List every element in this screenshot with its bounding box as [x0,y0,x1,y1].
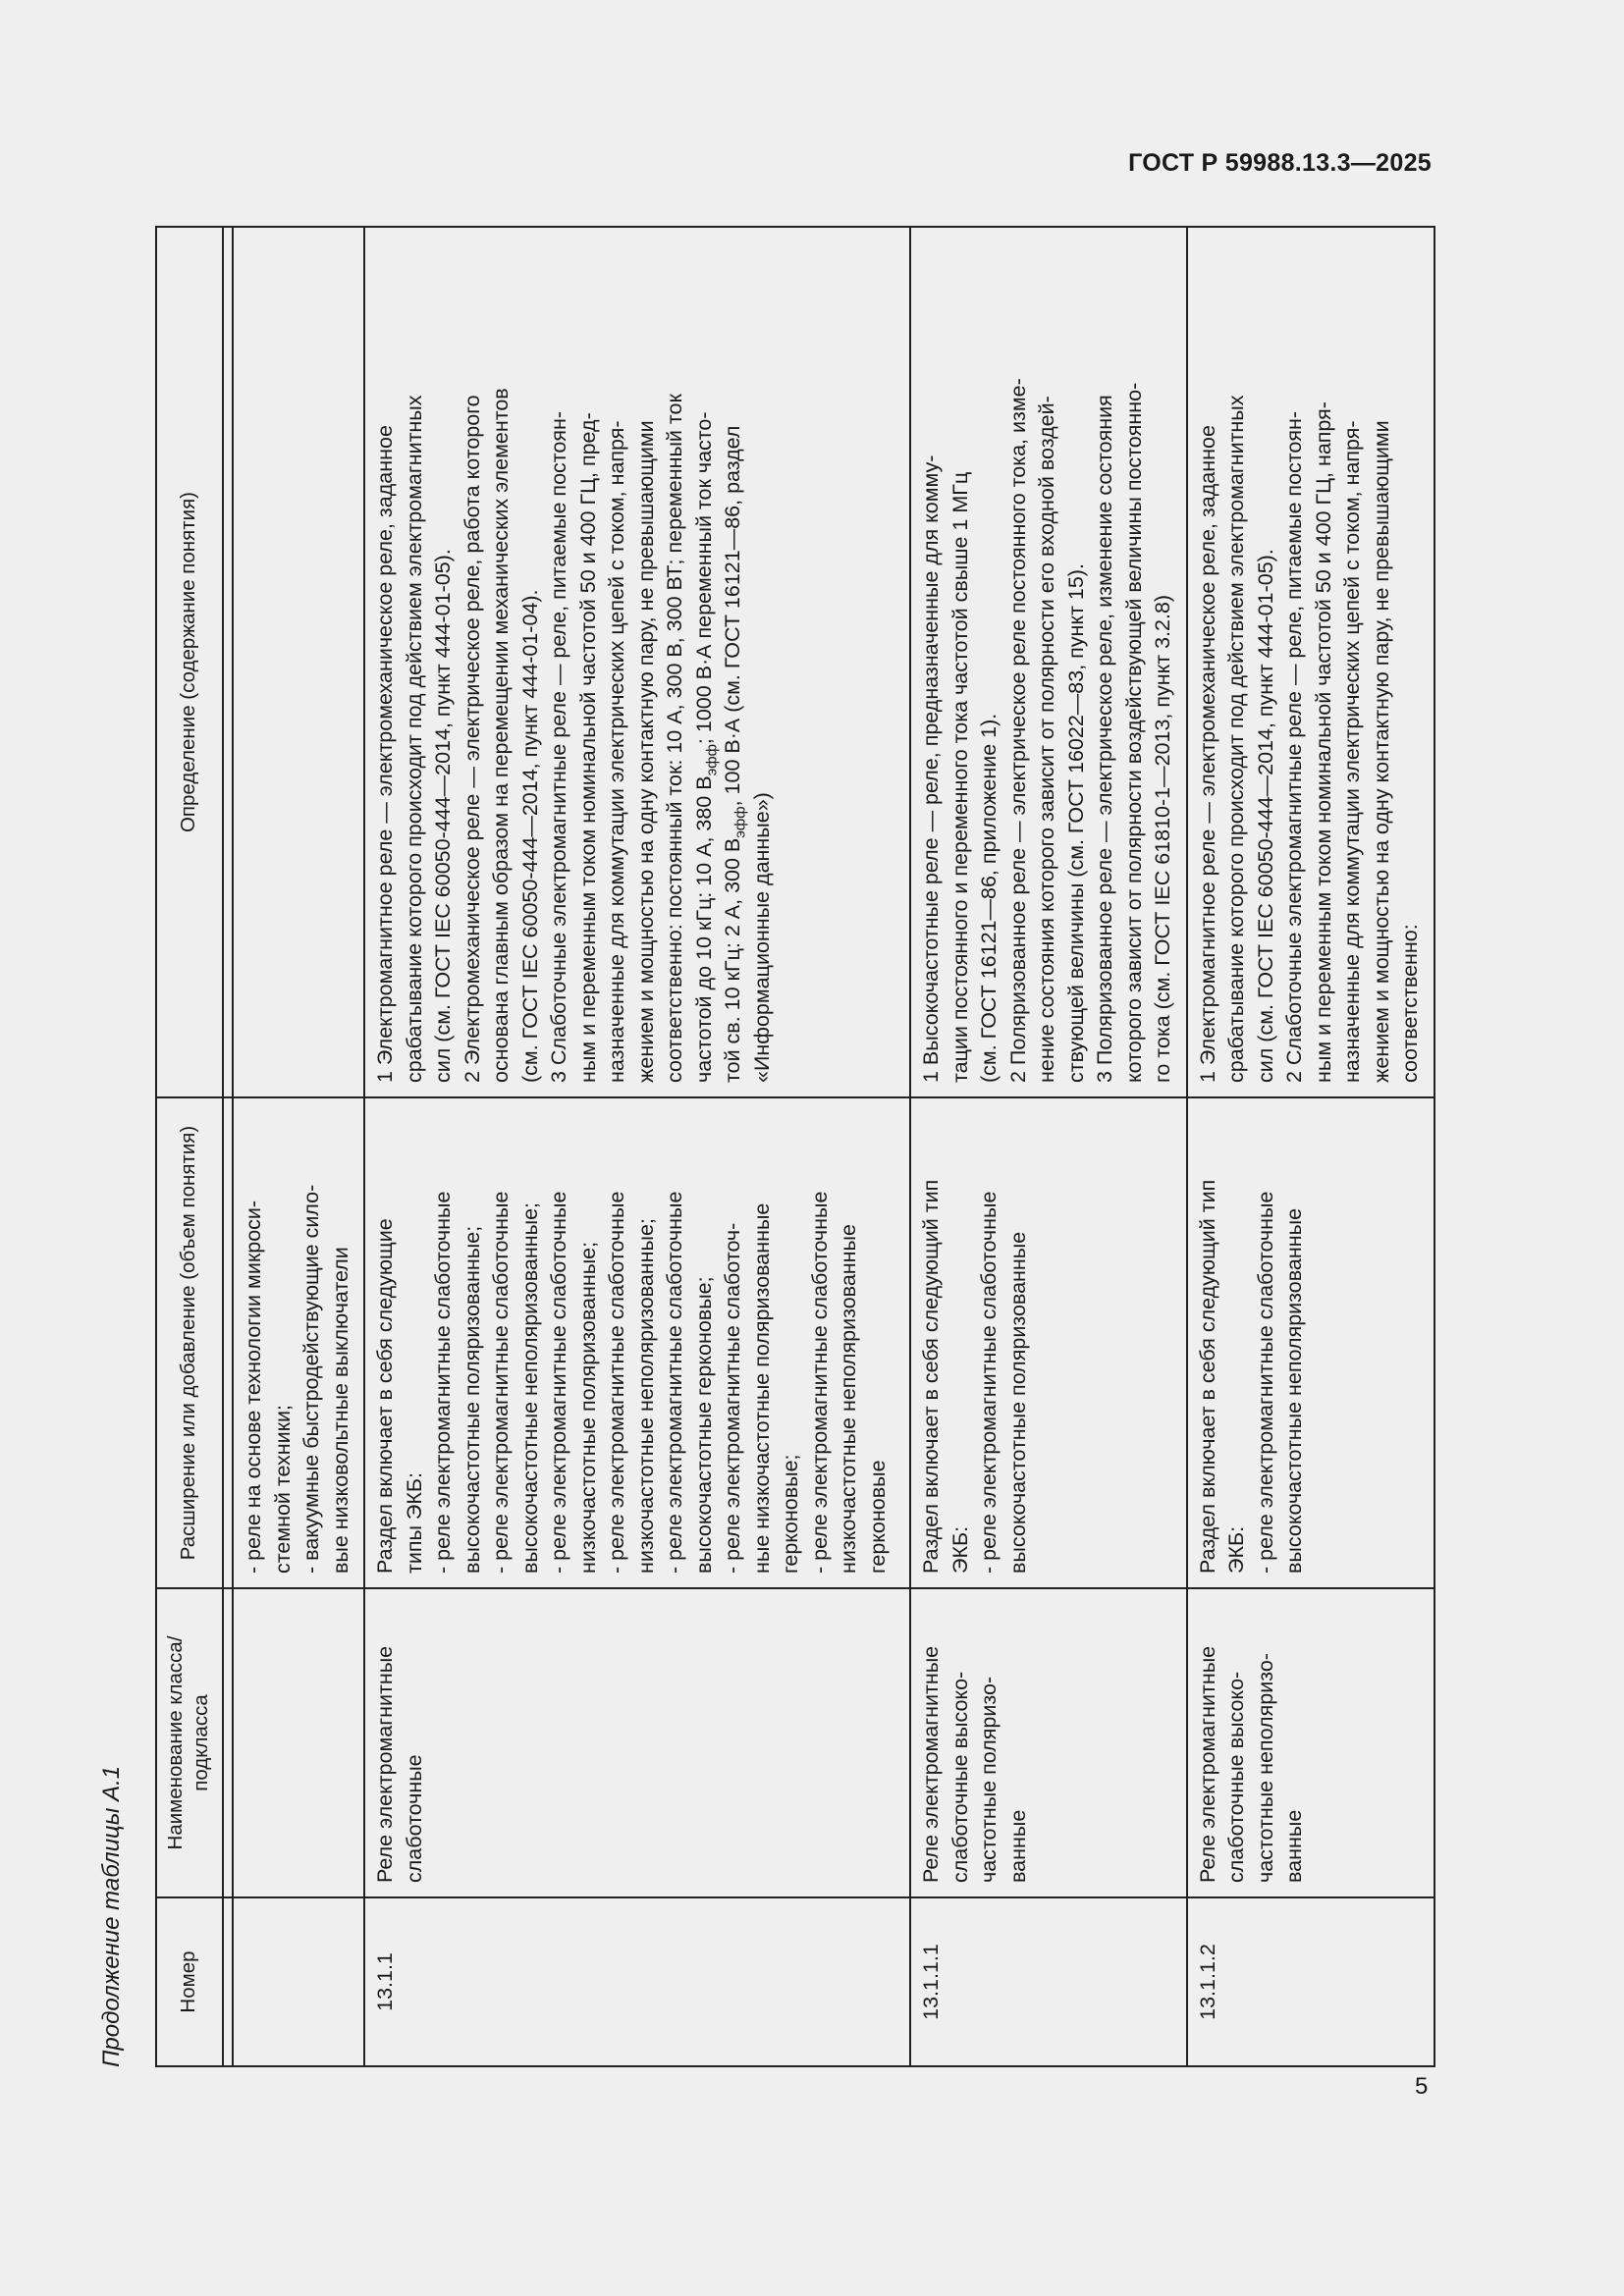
table-header-row [156,227,223,2066]
definition-line: назначенные для коммутации электрических цепей с током, напря- [1340,420,1364,1083]
cell-name [910,1588,1187,1897]
definition-line: 3 Поляризованное реле — электрическое реле, изменение состояния [1093,395,1116,1083]
table-row [910,227,1187,2066]
scope-line: низкочастотные неполяризованные; [633,1218,658,1574]
scope-line: - реле электромагнитные слаботоч- [721,1222,744,1574]
definition-line: 1 Электромагнитное реле — электромеханическое реле, заданное [373,425,397,1083]
cell-number [233,1897,364,2066]
col-header-scope: Расширение или добавление (объем понятия) [156,1097,223,1588]
rotated-table-block [98,228,1434,2067]
scope-line: высокочастотные неполяризованные; [517,1201,542,1574]
subscript-eff: эфф [702,744,720,776]
col-header-name: Наименование класса/подкласса [156,1588,223,1897]
definition-line: (см. ГОСТ IEC 60050-444—2014, пункт 444-01-04). [517,589,542,1083]
scope-line: высокочастотные поляризованные [1005,1231,1030,1574]
definition-line: жением и мощностью на одну контактную пару, не превышающими [633,420,658,1083]
definition-fragment: ; 1000 В·А переменный ток часто- [691,411,716,745]
cell-number: 13.1.1.2 [1187,1897,1435,2066]
scope-line: высокочастотные неполяризованные [1282,1207,1306,1574]
name-line: ванные [1005,1809,1030,1883]
definition-line: жением и мощностью на одну контактную пару, не превышающими [1369,420,1393,1083]
scope-line: - реле электромагнитные слаботочные [807,1191,832,1574]
scope-line: низкочастотные неполяризованные [837,1224,860,1574]
definition-line: соответственно: постоянный ток: 10 А, 300 В, 300 ВТ; переменный ток [663,394,686,1083]
scope-line: Раздел включает в себя следующий тип [919,1179,943,1574]
scope-line: - реле электромагнитные слаботочные [977,1191,1001,1574]
definition-fragment: частотой до 10 кГц: 10 А, 380 В [691,775,716,1083]
name-line: Реле электромагнитные [373,1645,397,1883]
scope-line: типы ЭКБ: [402,1472,426,1574]
definition-line [719,241,748,1083]
subscript-eff: эфф [731,806,749,838]
name-line: слаботочные высоко- [1224,1671,1248,1883]
col-header-definition: Определение (содержание понятия) [156,227,223,1097]
cell-name [233,1588,364,1897]
scope-line: низкочастотные поляризованные; [575,1241,600,1574]
definition-line: го тока (см. ГОСТ IEC 61810-1—2013, пункт 3.2.8) [1151,594,1174,1083]
cell-name [364,1588,910,1897]
scope-line: - реле электромагнитные слаботочные [663,1191,686,1574]
cell-definition [910,227,1187,1097]
table-row [1187,227,1435,2066]
name-line: частотные неполяризо- [1253,1653,1277,1883]
scope-line: Раздел включает в себя следующий тип [1195,1179,1219,1574]
definition-line: тации постоянного и переменного тока частотой свыше 1 МГц [947,471,972,1083]
scope-line: стемной техники; [270,1404,295,1574]
scope-line: ные низкочастотные поляризованные [749,1202,774,1574]
table-caption: Продолжение таблицы А.1 [98,1765,125,2067]
scope-line: герконовые; [779,1454,802,1574]
page-number: 5 [1415,2073,1429,2100]
definition-fragment: , 100 В·А (см. ГОСТ 16121—86, раздел [721,425,744,807]
cell-scope [364,1097,910,1588]
definition-fragment: той св. 10 кГц: 2 А, 300 В [721,837,744,1083]
scope-line: вые низковольтные выключатели [328,1247,352,1574]
name-line: Реле электромагнитные [1195,1645,1219,1883]
name-line: частотные поляризо- [977,1676,1001,1883]
scope-line: высокочастотные герконовые; [691,1276,716,1574]
definition-line: сил (см. ГОСТ IEC 60050-444—2014, пункт 444-01-05). [431,549,455,1083]
scope-line: ЭКБ: [947,1525,972,1574]
definition-line: основана главным образом на перемещении механических элементов [489,388,513,1083]
scope-line: - реле электромагнитные слаботочные [605,1191,628,1574]
definition-line: сил (см. ГОСТ IEC 60050-444—2014, пункт 444-01-05). [1253,549,1277,1083]
definition-line: (см. ГОСТ 16121—86, приложение 1). [977,713,1001,1083]
definition-line: 1 Высокочастотные реле — реле, предназначенные для комму- [919,454,943,1083]
cell-number: 13.1.1 [364,1897,910,2066]
scope-line: герконовые [865,1460,890,1574]
cell-definition [364,227,910,1097]
definition-line: 2 Слаботочные электромагнитные реле — реле, питаемые постоян- [1282,410,1306,1083]
scope-line: - реле электромагнитные слаботочные [547,1191,570,1574]
name-line: ванные [1282,1809,1306,1883]
definition-line: срабатывание которого происходит под действием электромагнитных [1224,395,1248,1083]
definition-line: срабатывание которого происходит под действием электромагнитных [402,395,426,1083]
cell-scope [910,1097,1187,1588]
definition-line: 2 Электромеханическое реле — электрическое реле, работа которого [460,395,484,1083]
definition-line: ным и переменным током номинальной частотой 50 и 400 ГЦ, пред- [575,412,600,1083]
cell-scope [233,1097,364,1588]
table-row [233,227,364,2066]
definition-line: соответственно: [1398,924,1422,1083]
table-row [364,227,910,2066]
definition-line: 1 Электромагнитное реле — электромеханическое реле, заданное [1195,425,1219,1083]
cell-scope [1187,1097,1435,1588]
scope-line: - вакуумные быстродействующие сило- [299,1184,323,1574]
scope-line: - реле электромагнитные слаботочные [431,1191,455,1574]
scope-line: - реле электромагнитные слаботочные [1253,1191,1277,1574]
name-line: слаботочные высоко- [947,1671,972,1883]
definition-line: ствующей величины (см. ГОСТ 16022—83, пункт 15). [1063,563,1088,1083]
cell-name [1187,1588,1435,1897]
classification-table [155,226,1435,2067]
definition-line: «Информационные данные») [749,792,774,1083]
scope-line: - реле на основе технологии микроси- [242,1200,265,1574]
cell-definition [1187,227,1435,1097]
scope-line: ЭКБ: [1224,1525,1248,1574]
cell-number: 13.1.1.1 [910,1897,1187,2066]
name-line: Реле электромагнитные [919,1645,943,1883]
definition-line: нение состояния которого зависит от полярности его входной воздей- [1035,396,1058,1083]
definition-line: назначенные для коммутации электрических цепей с током, напря- [605,420,628,1083]
name-line: слаботочные [402,1754,426,1883]
document-code: ГОСТ Р 59988.13.3—2025 [1128,149,1432,177]
definition-line [690,241,720,1083]
scope-line: - реле электромагнитные слаботочные [489,1191,513,1574]
definition-line: 2 Поляризованное реле — электрическое реле постоянного тока, изме- [1005,378,1030,1083]
cell-definition [233,227,364,1097]
definition-line: которого зависит от полярности воздействующей величины постоянно- [1121,382,1146,1083]
scope-line: Раздел включает в себя следующие [373,1218,397,1574]
definition-line: 3 Слаботочные электромагнитные реле — реле, питаемые постоян- [547,410,570,1083]
scope-line: высокочастотные поляризованные; [460,1225,484,1574]
col-header-number: Номер [156,1897,223,2066]
definition-line: ным и переменным током номинальной частотой 50 и 400 ГЦ, напря- [1311,401,1335,1083]
header-spacer-row [223,227,233,2066]
